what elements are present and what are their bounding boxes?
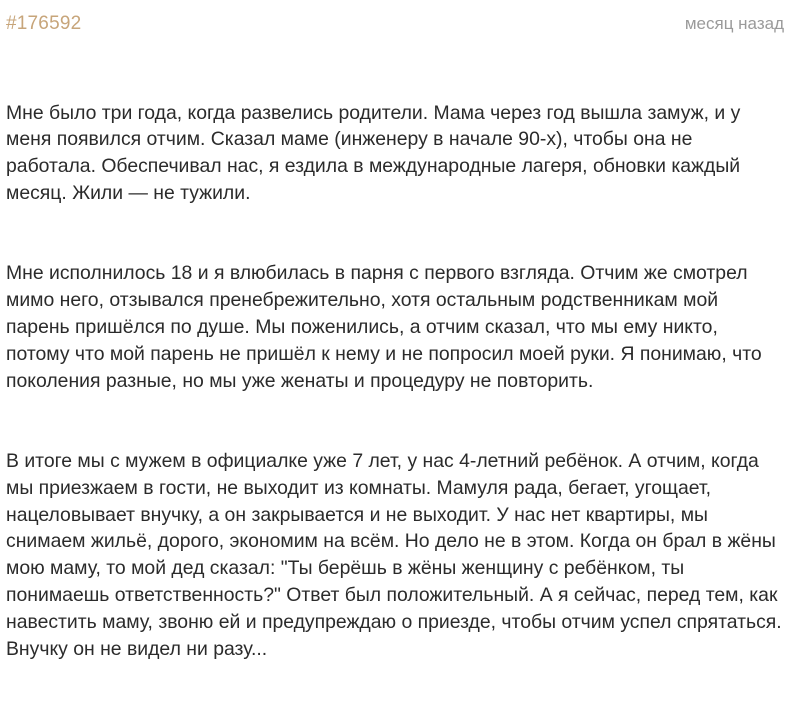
post-paragraph: В итоге мы с мужем в официалке уже 7 лет, у нас 4-летний ребёнок. А отчим, когда мы приезжаем в гости, не выходит из комнаты. Мамуля рада, бегает, угощает, нацеловывает внучку, а он закрывается и не выходит. У нас нет квартиры, мы снимаем жильё, дорого, экономим на всём. Но дело не в этом. Когда он брал в жёны мою маму, то мой дед сказал: "Ты берёшь в жёны женщину с ребёнком, ты понимаешь ответственность?" Ответ был положительный. А я сейчас, перед тем, как навестить маму, звоню ей и предупреждаю о приезде, чтобы отчим успел спрятаться. Внучку он не видел ни разу...: [6, 449, 788, 660]
post-paragraph: Мне исполнилось 18 и я влюбилась в парня с первого взгляда. Отчим же смотрел мимо него, отзывался пренебрежительно, хотя остальным родственникам мой парень пришёлся по душе. Мы поженились, а отчим сказал, что мы ему никто, потому что мой парень не пришёл к нему и не попросил моей руки. Я понимаю, что поколения разные, но мы уже женаты и процедуру не повторить.: [6, 262, 768, 392]
post-body: [6, 46, 788, 716]
post-id-link[interactable]: #176592: [6, 13, 82, 34]
post-header: [6, 8, 784, 40]
post-timestamp: месяц назад: [684, 14, 784, 33]
post-paragraph: Мне было три года, когда развелись родители. Мама через год вышла замуж, и у меня появился отчим. Сказал маме (инженеру в начале 90-х), чтобы она не работала. Обеспечивал нас, я ездила в международные лагеря, обновки каждый месяц. Жили — не тужили.: [6, 101, 746, 204]
